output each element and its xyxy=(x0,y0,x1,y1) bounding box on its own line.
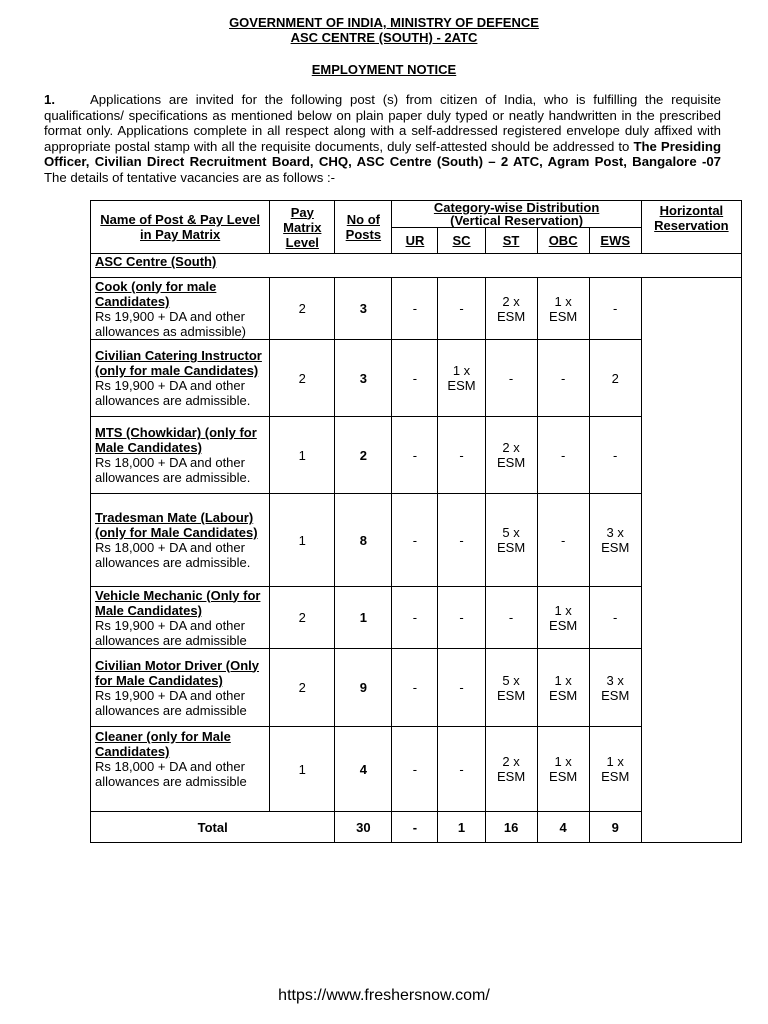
ur-cell: - xyxy=(392,649,438,727)
section-row xyxy=(91,254,742,278)
total-ur: - xyxy=(392,812,438,843)
obc-cell: - xyxy=(537,340,589,417)
col-header-name: Name of Post & Pay Level in Pay Matrix xyxy=(91,201,270,254)
posts-cell: 9 xyxy=(335,649,392,727)
col-header-st: ST xyxy=(485,228,537,254)
paragraph-number: 1. xyxy=(44,92,55,107)
st-cell: 5 x ESM xyxy=(485,649,537,727)
post-cell: Vehicle Mechanic (Only for Male Candidates) Rs 19,900 + DA and other allowances are admissible xyxy=(91,587,270,649)
sc-cell: - xyxy=(438,278,485,340)
col-header-posts: No of Posts xyxy=(335,201,392,254)
ews-cell: 1 x ESM xyxy=(589,727,641,812)
total-obc: 4 xyxy=(537,812,589,843)
ews-cell: - xyxy=(589,278,641,340)
header-row xyxy=(91,201,742,228)
ews-cell: 2 xyxy=(589,340,641,417)
col-header-horizontal: Horizontal Reservation xyxy=(641,201,741,254)
level-cell: 1 xyxy=(270,417,335,494)
intro-text: Applications are invited for the following post (s) from citizen of India, who is fulfilling the requisite qualifications/ specifications as mentioned below on plain paper duly typed or neatly handwritten in the prescribed format only. Applications complete in all respect along with a self-addressed registered envelope duly affixed with appropriate postal stamp with all the requisite documents, duly self-attested should be addressed to xyxy=(44,92,721,154)
source-url-link[interactable]: https://www.freshersnow.com/ xyxy=(278,987,490,1004)
ur-cell: - xyxy=(392,417,438,494)
posts-cell: 3 xyxy=(335,340,392,417)
total-label: Total xyxy=(91,812,335,843)
obc-cell: - xyxy=(537,417,589,494)
ministry-heading: GOVERNMENT OF INDIA, MINISTRY OF DEFENCE xyxy=(229,15,539,30)
sc-cell: - xyxy=(438,417,485,494)
posts-cell: 2 xyxy=(335,417,392,494)
ur-cell: - xyxy=(392,587,438,649)
centre-heading: ASC CENTRE (SOUTH) - 2ATC xyxy=(290,30,478,45)
level-cell: 2 xyxy=(270,587,335,649)
total-posts: 30 xyxy=(335,812,392,843)
post-cell: Civilian Motor Driver (Only for Male Candidates) Rs 19,900 + DA and other allowances are admissible xyxy=(91,649,270,727)
posts-cell: 1 xyxy=(335,587,392,649)
obc-cell: 1 x ESM xyxy=(537,278,589,340)
sc-cell: - xyxy=(438,587,485,649)
sc-cell: - xyxy=(438,727,485,812)
obc-cell: 1 x ESM xyxy=(537,649,589,727)
col-header-ews: EWS xyxy=(589,228,641,254)
post-cell: MTS (Chowkidar) (only for Male Candidates) Rs 18,000 + DA and other allowances are admissible. xyxy=(91,417,270,494)
obc-cell: 1 x ESM xyxy=(537,587,589,649)
sc-cell: - xyxy=(438,649,485,727)
sc-cell: 1 x ESM xyxy=(438,340,485,417)
posts-cell: 4 xyxy=(335,727,392,812)
posts-cell: 8 xyxy=(335,494,392,587)
col-header-pay-level: Pay Matrix Level xyxy=(270,201,335,254)
ur-cell: - xyxy=(392,727,438,812)
table-row xyxy=(91,278,742,340)
ews-cell: - xyxy=(589,417,641,494)
horizontal-reservation-cell xyxy=(641,278,741,843)
sc-cell: - xyxy=(438,494,485,587)
ews-cell: 3 x ESM xyxy=(589,494,641,587)
st-cell: 5 x ESM xyxy=(485,494,537,587)
total-st: 16 xyxy=(485,812,537,843)
ews-cell: - xyxy=(589,587,641,649)
posts-cell: 3 xyxy=(335,278,392,340)
col-header-ur: UR xyxy=(392,228,438,254)
post-cell: Civilian Catering Instructor (only for male Candidates) Rs 19,900 + DA and other allowances are admissible. xyxy=(91,340,270,417)
address-text: The Presiding Officer, Civilian Direct Recruitment Board, CHQ, ASC Centre (South) – 2 ATC, Agram Post, Bangalore -07 xyxy=(44,138,722,169)
post-cell: Cook (only for male Candidates) Rs 19,900 + DA and other allowances as admissible) xyxy=(91,278,270,340)
post-cell: Cleaner (only for Male Candidates) Rs 18,000 + DA and other allowances are admissible xyxy=(91,727,270,812)
obc-cell: 1 x ESM xyxy=(537,727,589,812)
st-cell: 2 x ESM xyxy=(485,727,537,812)
st-cell: 2 x ESM xyxy=(485,278,537,340)
post-cell: Tradesman Mate (Labour) (only for Male Candidates) Rs 18,000 + DA and other allowances are admissible. xyxy=(91,494,270,587)
ur-cell: - xyxy=(392,340,438,417)
level-cell: 2 xyxy=(270,278,335,340)
st-cell: 2 x ESM xyxy=(485,417,537,494)
level-cell: 2 xyxy=(270,649,335,727)
total-sc: 1 xyxy=(438,812,485,843)
intro-paragraph xyxy=(44,92,721,185)
total-ews: 9 xyxy=(589,812,641,843)
col-header-category: Category-wise Distribution (Vertical Reservation) xyxy=(392,201,641,228)
section-label: ASC Centre (South) xyxy=(91,254,742,278)
col-header-sc: SC xyxy=(438,228,485,254)
ur-cell: - xyxy=(392,494,438,587)
ur-cell: - xyxy=(392,278,438,340)
st-cell: - xyxy=(485,340,537,417)
intro-text-end: The details of tentative vacancies are as follows :- xyxy=(44,169,336,185)
col-header-obc: OBC xyxy=(537,228,589,254)
vacancy-table xyxy=(90,200,742,843)
level-cell: 1 xyxy=(270,494,335,587)
level-cell: 2 xyxy=(270,340,335,417)
st-cell: - xyxy=(485,587,537,649)
obc-cell: - xyxy=(537,494,589,587)
ews-cell: 3 x ESM xyxy=(589,649,641,727)
notice-title: EMPLOYMENT NOTICE xyxy=(311,62,457,77)
level-cell: 1 xyxy=(270,727,335,812)
